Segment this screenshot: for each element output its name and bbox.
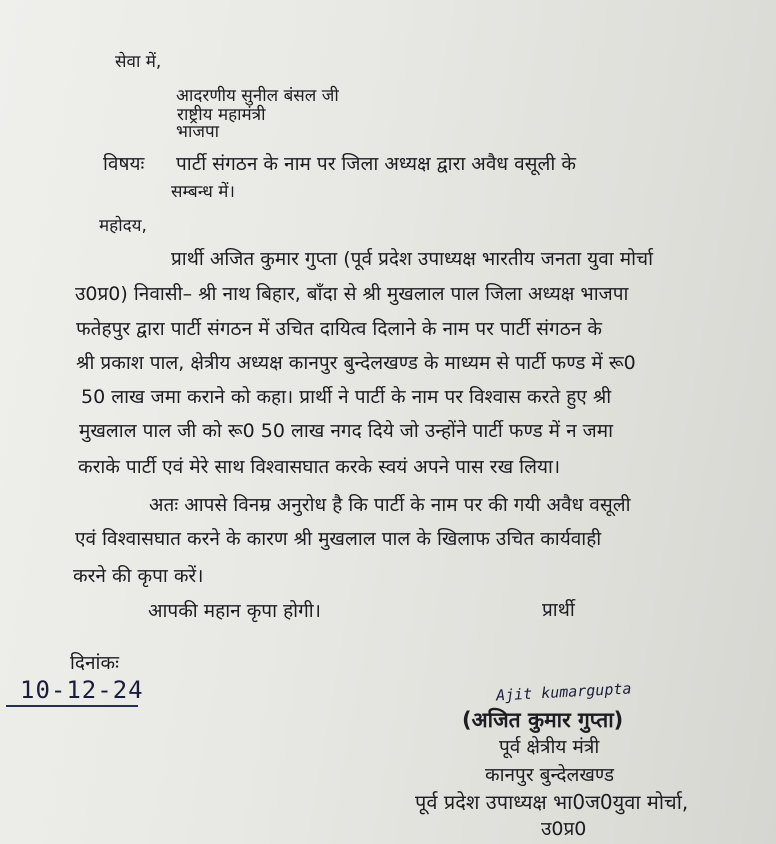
body-line: करने की कृपा करें। (73, 565, 204, 587)
date-underline (6, 705, 138, 707)
sender-name: (अजित कुमार गुप्ता) (462, 708, 624, 732)
petitioner-label: प्रार्थी (542, 599, 575, 621)
body-line: प्रार्थी अजित कुमार गुप्ता (पूर्व प्रदेश उपाध्यक्ष भारतीय जनता युवा मोर्चा (171, 248, 653, 270)
body-line: श्री प्रकाश पाल, क्षेत्रीय अध्यक्ष कानपुर बुन्देलखण्ड के माध्यम से पार्टी फण्ड में रू0 (76, 352, 636, 374)
closing-text: आपकी महान कृपा होगी। (148, 600, 321, 622)
sender-post-3: पूर्व प्रदेश उपाध्यक्ष भा0ज0युवा मोर्चा, (415, 790, 689, 814)
recipient-org: भाजपा (176, 122, 220, 142)
body-line: उ0प्र0) निवासी– श्री नाथ बिहार, बाँदा से श्री मुखलाल पाल जिला अध्यक्ष भाजपा (75, 283, 629, 305)
body-line: फतेहपुर द्वारा पार्टी संगठन में उचित दायित्व दिलाने के नाम पर पार्टी संगठन के (76, 318, 602, 340)
subject-line-2: सम्बन्ध में। (171, 182, 235, 202)
date-value: 10-12-24 (20, 676, 144, 704)
signature: Ajit kumargupta (495, 679, 632, 705)
recipient-post: राष्ट्रीय महामंत्री (177, 105, 266, 125)
recipient-name: आदरणीय सुनील बंसल जी (176, 86, 339, 106)
body-line: 50 लाख जमा कराने को कहा। प्रार्थी ने पार्टी के नाम पर विश्वास करते हुए श्री (81, 386, 612, 408)
salutation: महोदय, (99, 216, 147, 236)
address-to: सेवा में, (115, 52, 162, 72)
body-line: मुखलाल पाल जी को रू0 50 लाख नगद दिये जो उन्होंने पार्टी फण्ड में न जमा (79, 420, 614, 442)
body-line: एवं विश्वासघात करने के कारण श्री मुखलाल पाल के खिलाफ उचित कार्यवाही (75, 528, 602, 550)
sender-state: उ0प्र0 (541, 818, 587, 840)
subject-line-1: पार्टी संगठन के नाम पर जिला अध्यक्ष द्वारा अवैध वसूली के (176, 153, 576, 175)
subject-label: विषयः (103, 153, 145, 175)
body-line: अतः आपसे विनम्र अनुरोध है कि पार्टी के नाम पर की गयी अवैध वसूली (149, 494, 631, 516)
sender-post-2: कानपुर बुन्देलखण्ड (485, 764, 615, 786)
body-line: कराके पार्टी एवं मेरे साथ विश्वासघात करके स्वयं अपने पास रख लिया। (78, 456, 561, 478)
sender-post-1: पूर्व क्षेत्रीय मंत्री (499, 736, 600, 758)
date-label: दिनांकः (70, 652, 119, 674)
